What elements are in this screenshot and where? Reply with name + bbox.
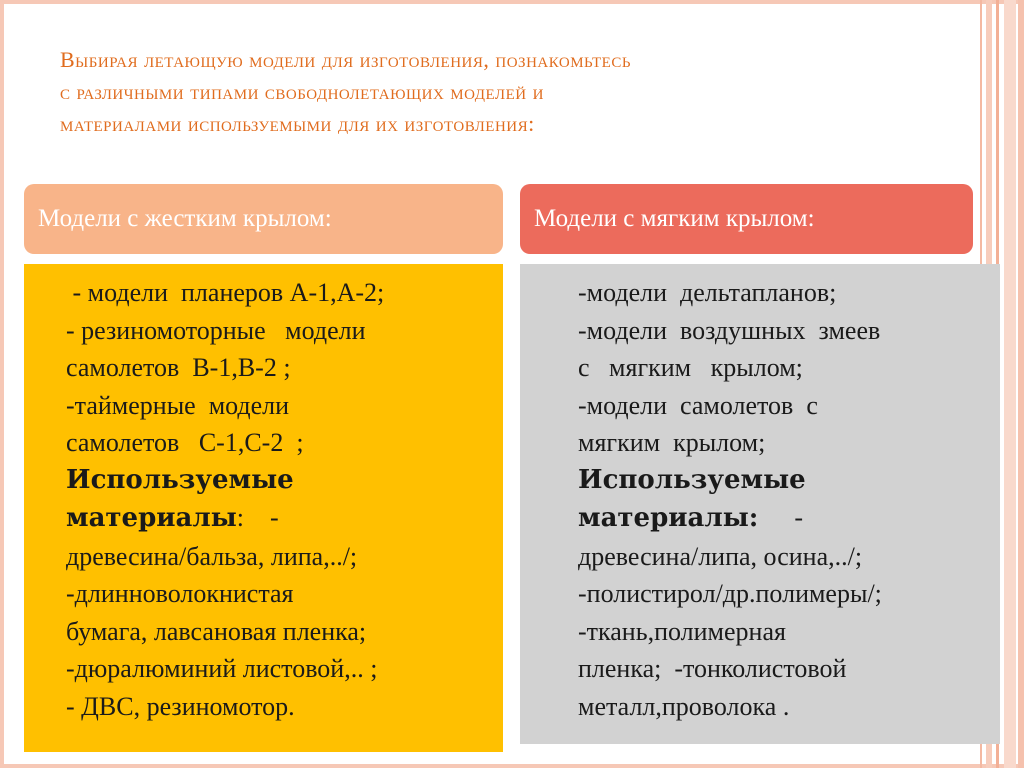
model-line: с мягким крылом; [578, 353, 803, 382]
material-line: -ткань,полимерная [578, 616, 786, 646]
model-line: - резиномоторные модели [66, 315, 366, 345]
soft-wing-header: Модели с мягким крылом: [520, 184, 973, 254]
materials-label: Используемые [578, 464, 806, 495]
rigid-wing-header: Модели с жестким крылом: [24, 184, 503, 254]
rigid-wing-panel [24, 264, 503, 752]
materials-label: Используемые [66, 464, 294, 495]
model-line: -модели самолетов с [578, 390, 818, 420]
material-line: пленка; -тонколистовой [578, 654, 847, 683]
title-line: материалами используемыми для их изготовления: [60, 111, 535, 136]
model-line: мягким крылом; [578, 428, 766, 457]
material-line: бумага, лавсановая пленка; [66, 616, 367, 646]
materials-suffix: : - [236, 503, 279, 532]
materials-suffix: - [794, 503, 804, 532]
model-line: - модели планеров А-1,А-2; [66, 278, 385, 307]
title-line: с различными типами свободнолетающих моделей и [60, 79, 544, 104]
model-line: самолетов С-1,С-2 ; [66, 428, 304, 457]
material-line: - ДВС, резиномотор. [66, 691, 295, 721]
slide-title [60, 44, 980, 140]
material-line: древесина/липа, осина,../; [578, 541, 863, 571]
title-line: Выбирая летающую модели для изготовления, познакомьтесь [60, 47, 631, 72]
materials-label-line [578, 499, 1000, 538]
materials-label: материалы: [578, 503, 759, 533]
model-line: -модели воздушных змеев [578, 315, 881, 345]
model-line: -таймерные модели [66, 390, 290, 420]
soft-wing-panel [520, 264, 1000, 744]
material-line: металл,проволока . [578, 691, 790, 721]
material-line: -дюралюминий листовой,.. ; [66, 654, 378, 683]
material-line: -полистирол/др.полимеры/; [578, 579, 882, 608]
model-line: -модели дельтапланов; [578, 278, 837, 307]
materials-label: материалы [66, 503, 237, 533]
model-line: самолетов В-1,В-2 ; [66, 353, 291, 382]
materials-label-line [66, 499, 503, 538]
material-line: древесина/бальза, липа,../; [66, 541, 358, 571]
material-line: -длинноволокнистая [66, 579, 294, 608]
